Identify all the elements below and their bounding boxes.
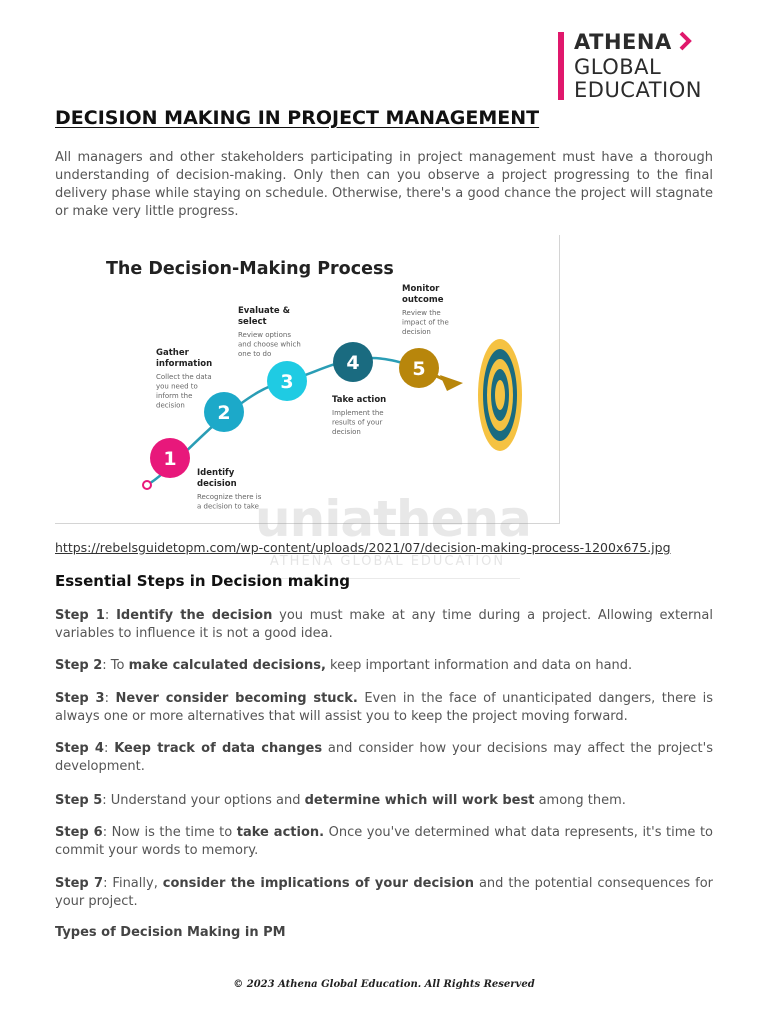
step-2-desc-line-1: Collect the data — [156, 373, 212, 381]
step-separator: : — [102, 793, 111, 808]
step-4-number: 4 — [346, 352, 360, 374]
decision-process-figure — [55, 235, 560, 524]
step-separator: : — [104, 691, 116, 706]
step-5-desc-line-2: impact of the — [402, 318, 449, 327]
step-paragraph-4 — [55, 740, 713, 776]
step-paragraph-6 — [55, 824, 713, 860]
step-paragraph-3 — [55, 690, 713, 726]
step-label: Step 5 — [55, 793, 103, 808]
step-2-title-line-2: information — [156, 359, 213, 369]
arrow-head-icon — [440, 375, 463, 391]
step-paragraph-7 — [55, 875, 713, 911]
step-2-title-line-1: Gather — [156, 348, 189, 358]
step-1-desc-line-1: Recognize there is — [197, 493, 262, 501]
step-pre: Understand your options and — [110, 793, 305, 808]
watermark-main: uniathena — [255, 490, 531, 548]
step-3-desc-line-2: and choose which — [238, 340, 301, 349]
step-post: among them. — [534, 793, 626, 808]
step-bold: Identify the decision — [116, 608, 273, 623]
step-1-title-line-1: Identify — [197, 468, 235, 478]
step-paragraph-5 — [55, 792, 713, 810]
step-label: Step 3 — [55, 691, 105, 706]
step-paragraph-2 — [55, 657, 713, 675]
step-2-desc-line-2: you need to — [156, 382, 198, 391]
athena-logo — [558, 30, 748, 102]
step-label: Step 1 — [55, 608, 105, 623]
step-3-title-line-1: Evaluate & — [238, 306, 290, 316]
step-label: Step 4 — [55, 741, 104, 756]
step-label: Step 6 — [55, 825, 103, 840]
copyright-footer: © 2023 Athena Global Education. All Rights Reserved — [233, 979, 535, 990]
step-labels — [156, 284, 449, 511]
step-1-number: 1 — [163, 448, 177, 470]
decision-process-graphic — [55, 235, 559, 523]
intro-paragraph: All managers and other stakeholders participating in project management must have a thorough understanding of decision-making. Only then can you observe a project progressing to the final delivery phase while staying on schedule. Otherwise, there's a good chance the project will stagnate or make very little progress. — [55, 150, 713, 219]
step-5-title-line-1: Monitor — [402, 284, 440, 294]
step-5-title-line-2: outcome — [402, 295, 444, 305]
step-label: Step 2 — [55, 658, 103, 673]
step-5-desc-line-1: Review the — [402, 309, 441, 317]
step-paragraph-1 — [55, 607, 713, 643]
step-4-desc-line-3: decision — [332, 428, 361, 436]
step-2-desc-line-4: decision — [156, 401, 185, 410]
step-post: keep important information and data on hand. — [325, 658, 633, 673]
step-bold: consider the implications of your decision — [162, 876, 475, 891]
step-separator: : — [102, 658, 111, 673]
image-source-link[interactable]: https://rebelsguidetopm.com/wp-content/uploads/2021/07/decision-making-process-1200x675.jpg — [55, 540, 671, 555]
step-pre: To — [110, 658, 129, 673]
step-3-desc-line-1: Review options — [238, 331, 291, 339]
step-post: Once you've determined what data represents, it's time to commit your words to memory. — [55, 825, 713, 858]
step-post: you must make at any time during a project. Allowing external variables to influence it is not a good idea. — [55, 608, 713, 641]
step-separator: : — [104, 608, 117, 623]
logo-line-1: ATHENA — [574, 30, 672, 54]
step-3-number: 3 — [280, 371, 294, 393]
types-subheading: Types of Decision Making in PM — [55, 925, 286, 940]
logo-line-3: EDUCATION — [574, 78, 702, 102]
step-2-desc-line-3: inform the — [156, 392, 193, 400]
step-label: Step 7 — [55, 876, 104, 891]
step-post: and consider how your decisions may affect the project's development. — [55, 741, 713, 774]
step-separator: : — [103, 741, 115, 756]
step-bold: Never consider becoming stuck. — [115, 691, 358, 706]
target-icon — [478, 339, 522, 451]
step-pre: Now is the time to — [111, 825, 237, 840]
step-bold: Keep track of data changes — [114, 741, 323, 756]
step-4-desc-line-1: Implement the — [332, 409, 384, 417]
step-5-desc-line-3: decision — [402, 328, 431, 336]
step-3-title-line-2: select — [238, 317, 267, 327]
step-post: Even in the face of unanticipated dangers, there is always one or more alternatives that will assist you to keep the project moving forward. — [55, 691, 713, 724]
logo-line-2: GLOBAL — [574, 55, 662, 79]
step-post: and the potential consequences for your project. — [55, 876, 714, 909]
step-4-desc-line-2: results of your — [332, 418, 383, 427]
step-3-desc-line-3: one to do — [238, 350, 272, 358]
step-bold: determine which will work best — [304, 793, 535, 808]
step-2-number: 2 — [217, 402, 231, 424]
section-heading: Essential Steps in Decision making — [55, 572, 351, 590]
step-pre: Finally, — [112, 876, 163, 891]
page-title: DECISION MAKING IN PROJECT MANAGEMENT — [55, 107, 540, 129]
step-separator: : — [102, 825, 112, 840]
logo-accent-bar — [558, 32, 564, 100]
step-bold: take action. — [236, 825, 325, 840]
step-4-title-line-1: Take action — [332, 395, 387, 405]
step-1-title-line-2: decision — [197, 479, 237, 489]
step-5-number: 5 — [412, 358, 426, 380]
figure-title: The Decision-Making Process — [106, 259, 394, 279]
chevron-right-icon — [678, 30, 692, 52]
watermark-sub: ATHENA GLOBAL EDUCATION — [269, 554, 506, 569]
step-1-desc-line-2: a decision to take — [197, 502, 259, 511]
step-bold: make calculated decisions, — [128, 658, 326, 673]
step-separator: : — [103, 876, 113, 891]
